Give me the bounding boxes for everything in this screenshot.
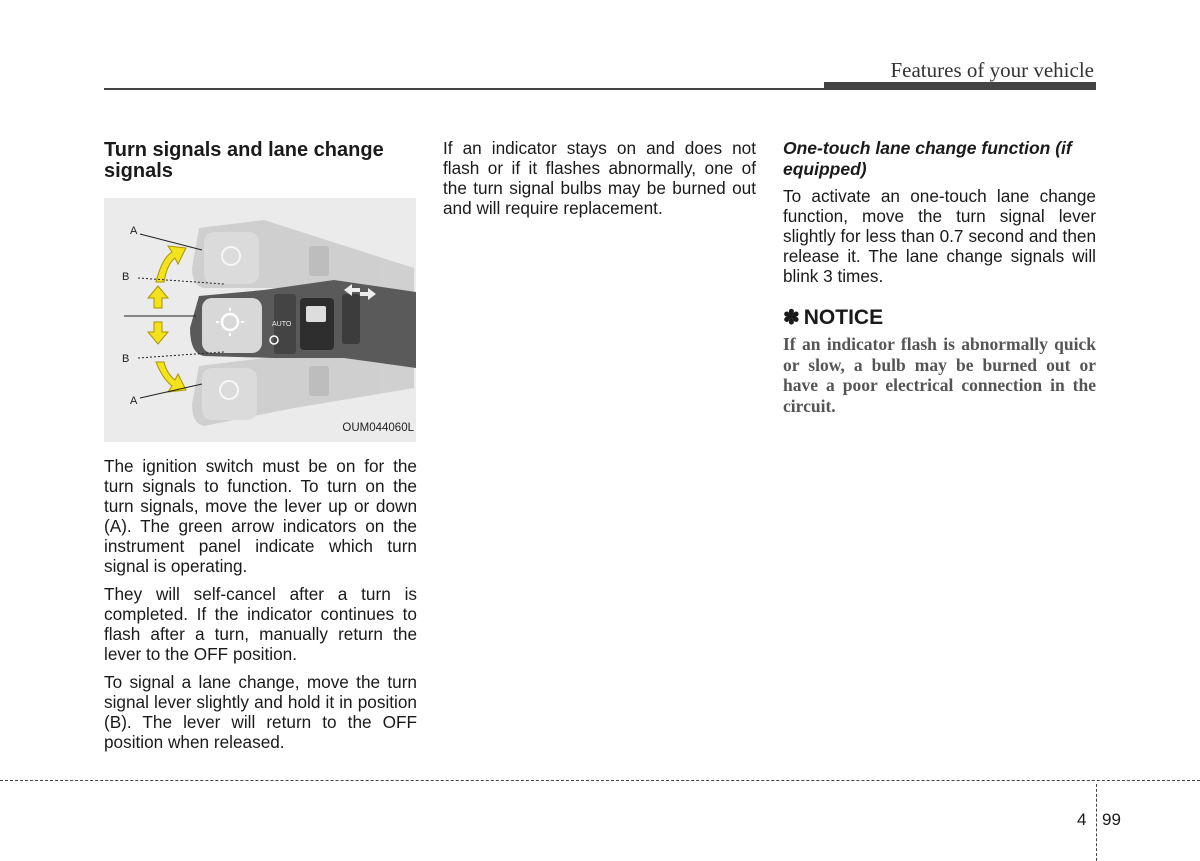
page-number: 99 bbox=[1102, 810, 1121, 829]
arrow-up-curved bbox=[156, 246, 186, 282]
footer-dashed-rule bbox=[0, 780, 1200, 781]
notice-star-icon: ✽ bbox=[783, 307, 800, 329]
figure-label-b-bottom: B bbox=[122, 353, 130, 365]
column-left bbox=[104, 138, 417, 760]
figure-code: OUM044060L bbox=[342, 422, 414, 434]
arrow-up-straight bbox=[148, 286, 168, 308]
lever-illustration bbox=[104, 198, 416, 442]
figure-label-a-top: A bbox=[130, 225, 138, 237]
footer-dashed-divider bbox=[1096, 784, 1097, 861]
figure-label-a-bottom: A bbox=[130, 395, 138, 407]
header-rule-thick bbox=[824, 82, 1096, 90]
figure-label-b-top: B bbox=[122, 271, 130, 283]
header-rule-thin bbox=[104, 88, 824, 90]
notice-text: If an indicator flash is abnormally quick or slow, a bulb may be burned out or have a poor electrical connection in the circuit. bbox=[783, 334, 1096, 416]
paragraph-indicator-fault: If an indicator stays on and does not flash or if it flashes abnormally, one of the turn signal bulbs may be burned out and will require replacement. bbox=[443, 138, 756, 218]
column-middle bbox=[443, 138, 756, 226]
arrow-down-straight bbox=[148, 322, 168, 344]
paragraph-lane-change: To signal a lane change, move the turn signal lever slightly and hold it in position (B). The lever will return to the OFF position when released. bbox=[104, 672, 417, 752]
auto-label: AUTO bbox=[272, 321, 292, 328]
section-title: Turn signals and lane change signals bbox=[104, 139, 384, 182]
header-title: Features of your vehicle bbox=[890, 58, 1094, 82]
turn-signal-lever-figure bbox=[104, 198, 416, 442]
paragraph-one-touch: To activate an one-touch lane change function, move the turn signal lever slightly for less than 0.7 second and then release it. The lane change signals will blink 3 times. bbox=[783, 186, 1096, 286]
notice-heading bbox=[783, 308, 1096, 328]
paragraph-self-cancel: They will self-cancel after a turn is completed. If the indicator continues to flash after a turn, manually return the lever to the OFF position. bbox=[104, 584, 417, 664]
arrow-down-curved bbox=[156, 362, 186, 392]
column-right bbox=[783, 138, 1096, 424]
one-touch-subtitle: One-touch lane change function (if equipped) bbox=[783, 138, 1072, 179]
lever-main bbox=[190, 280, 416, 368]
paragraph-turn-on: The ignition switch must be on for the turn signals to function. To turn on the turn signals, move the lever up or down (A). The green arrow indicators on the instrument panel indicate which turn signal is operating. bbox=[104, 456, 417, 576]
chapter-number: 4 bbox=[1077, 810, 1087, 829]
notice-title: NOTICE bbox=[803, 306, 884, 329]
